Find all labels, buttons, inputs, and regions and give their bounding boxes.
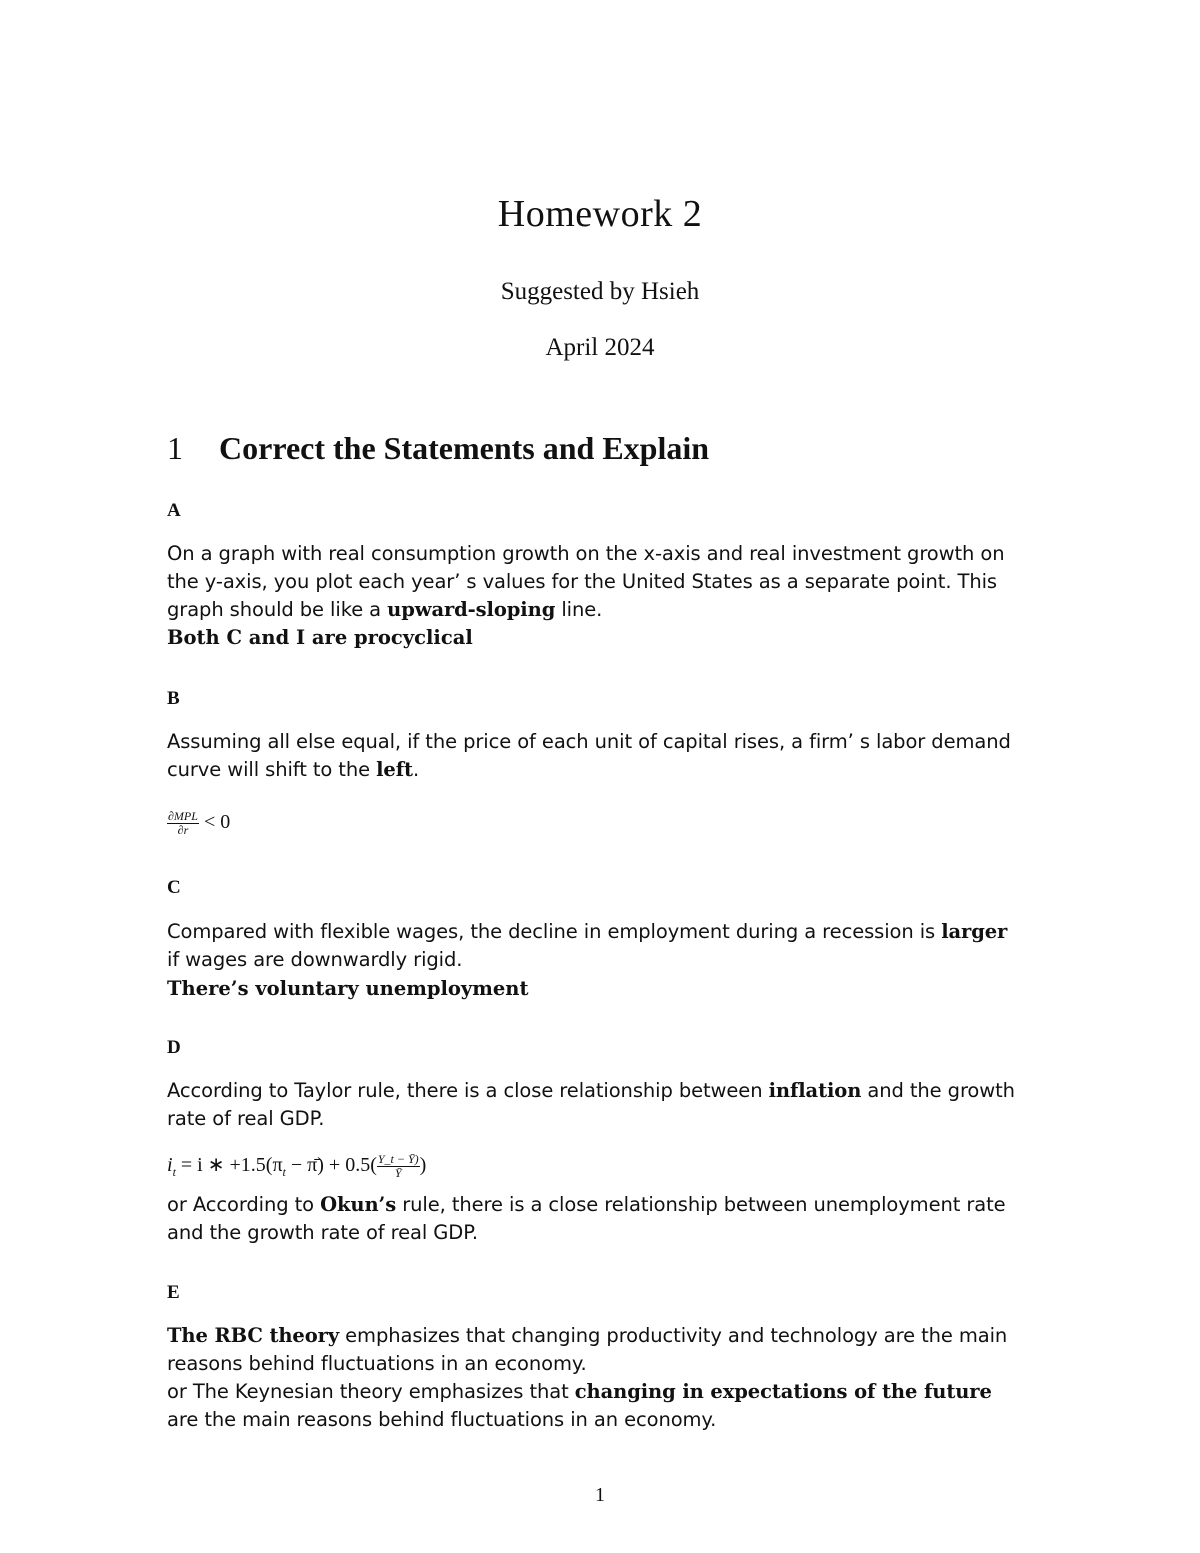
- eq-lhs: i: [167, 1154, 173, 1176]
- b-line-2-bold: left: [376, 758, 413, 781]
- b-fraction-numerator: ∂MPL: [168, 809, 198, 823]
- e-line-1-bold: The RBC theory: [167, 1324, 340, 1347]
- section-heading: [167, 430, 709, 467]
- b-line-1: Assuming all else equal, if the price of each unit of capital rises, a firm’ s labor demand: [167, 730, 1011, 753]
- e-line-2: reasons behind fluctuations in an economy.: [167, 1352, 587, 1375]
- b-line-2-tail: .: [412, 758, 420, 781]
- eq-fraction-denominator: Ȳ: [394, 1165, 402, 1180]
- a-line-1: On a graph with real consumption growth on the x-axis and real investment growth on: [167, 542, 1005, 565]
- subsection-a-label: A: [167, 500, 181, 521]
- c-line-1-text: Compared with flexible wages, the decline in employment during a recession is: [167, 920, 942, 943]
- subsection-e-label: E: [167, 1282, 180, 1303]
- e-line-1-text: emphasizes that changing productivity and technology are the main: [339, 1324, 1008, 1347]
- section-title: Correct the Statements and Explain: [219, 430, 710, 466]
- document-title: Homework 2: [497, 193, 703, 235]
- page-number: 1: [595, 1484, 605, 1506]
- d-alt-line-1-tail: rule, there is a close relationship between unemployment rate: [396, 1193, 1006, 1216]
- b-derivative-equation: [167, 810, 230, 837]
- taylor-rule-equation: [167, 1152, 426, 1180]
- d-alt-line-1: [167, 1193, 1006, 1216]
- e-line-3-bold: changing in expectations of the future: [574, 1380, 992, 1403]
- d-alt-line-1-text: or According to: [167, 1193, 321, 1216]
- d-line-1-tail: and the growth: [861, 1079, 1015, 1102]
- d-alt-line-2: and the growth rate of real GDP.: [167, 1221, 478, 1244]
- c-line-1-bold: larger: [941, 920, 1008, 943]
- eq-mid-sub: t: [282, 1165, 286, 1179]
- eq-mid: = i ∗ +1.5(π: [175, 1154, 283, 1176]
- c-answer: There’s voluntary unemployment: [167, 977, 529, 1000]
- document-date: April 2024: [545, 334, 655, 361]
- b-line-2: [167, 758, 419, 781]
- c-line-2: if wages are downwardly rigid.: [167, 948, 463, 971]
- section-number: 1: [167, 430, 183, 466]
- e-line-3: [167, 1380, 992, 1403]
- subsection-d-label: D: [167, 1037, 181, 1058]
- d-line-1-bold: inflation: [768, 1079, 862, 1102]
- d-line-2: rate of real GDP.: [167, 1107, 325, 1130]
- e-line-1: [167, 1324, 1007, 1347]
- eq-fraction-numerator: Y_t − Ȳ): [377, 1151, 419, 1166]
- b-line-2-text: curve will shift to the: [167, 758, 377, 781]
- b-relation: < 0: [198, 811, 231, 834]
- a-line-3-tail: line.: [555, 598, 603, 621]
- b-fraction: [167, 810, 199, 837]
- a-answer: Both C and I are procyclical: [167, 626, 473, 649]
- subsection-b-label: B: [167, 688, 180, 709]
- eq-end: ): [419, 1154, 427, 1176]
- a-line-3: [167, 598, 602, 621]
- document-author: Suggested by Hsieh: [500, 278, 700, 305]
- eq-mid-2: − π̄) + 0.5(: [285, 1154, 377, 1176]
- subsection-c-label: C: [167, 877, 181, 898]
- c-line-1: [167, 920, 1007, 943]
- d-alt-line-1-bold: Okun’s: [320, 1193, 397, 1216]
- d-line-1-text: According to Taylor rule, there is a close relationship between: [167, 1079, 769, 1102]
- e-line-3-text: or The Keynesian theory emphasizes that: [167, 1380, 575, 1403]
- e-line-4: are the main reasons behind fluctuations in an economy.: [167, 1408, 717, 1431]
- b-fraction-denominator: ∂r: [177, 823, 189, 837]
- eq-lhs-sub: t: [172, 1165, 176, 1179]
- d-line-1: [167, 1079, 1015, 1102]
- a-line-3-text: graph should be like a: [167, 598, 388, 621]
- eq-fraction: [377, 1153, 420, 1180]
- a-line-3-bold: upward-sloping: [387, 598, 556, 621]
- a-line-2: the y-axis, you plot each year’ s values for the United States as a separate point. This: [167, 570, 997, 593]
